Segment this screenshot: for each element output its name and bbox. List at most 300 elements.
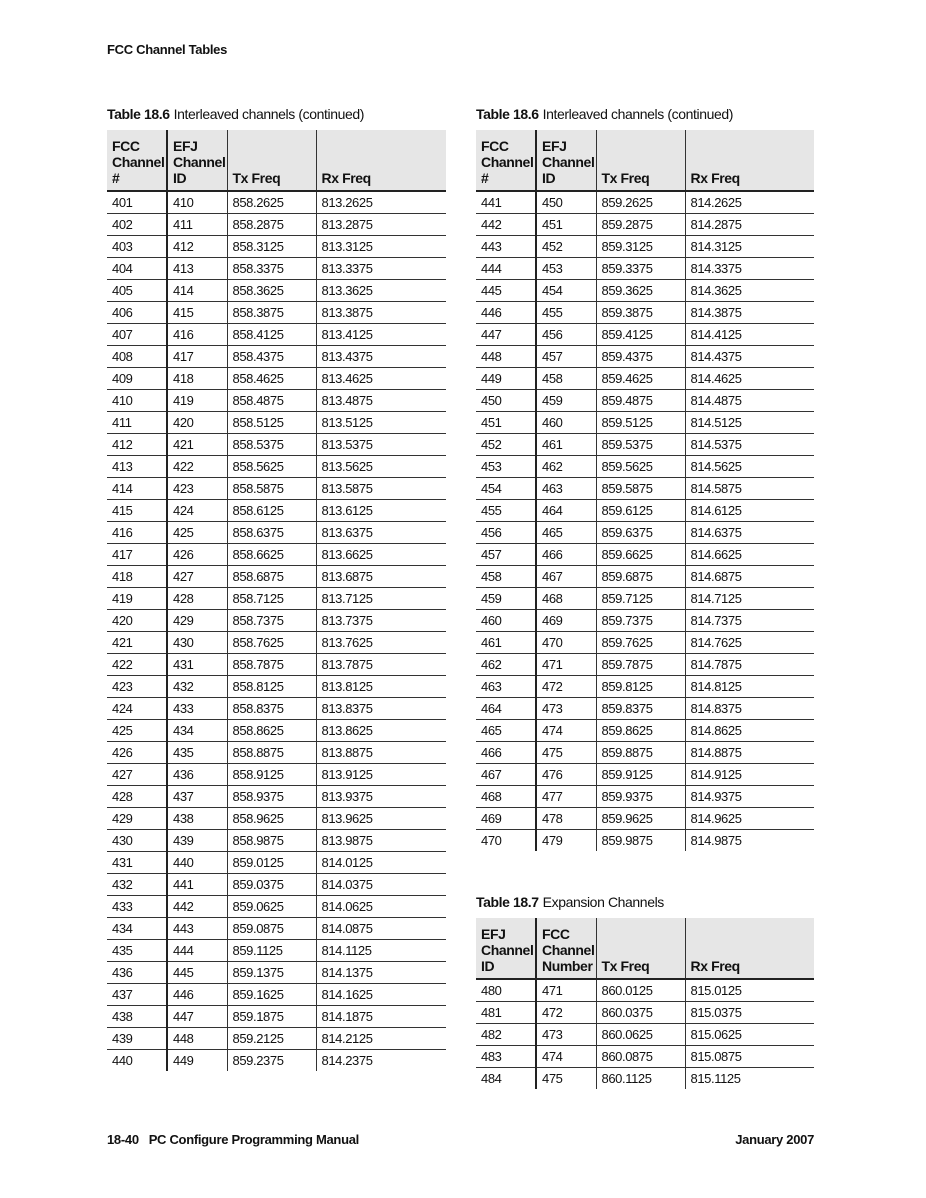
table-cell: 859.2125 (227, 1028, 316, 1050)
table-cell: 859.1125 (227, 940, 316, 962)
table-cell: 858.2875 (227, 214, 316, 236)
table-cell: 422 (107, 654, 167, 676)
table-row (107, 874, 446, 896)
table-row (107, 324, 446, 346)
table-cell: 415 (107, 500, 167, 522)
table-cell: 457 (536, 346, 596, 368)
table-cell: 407 (107, 324, 167, 346)
table-cell: 426 (107, 742, 167, 764)
table-cell: 814.7125 (685, 588, 814, 610)
table-cell: 859.3625 (596, 280, 685, 302)
table-cell: 813.5375 (316, 434, 446, 456)
table-row (107, 191, 446, 214)
table-cell: 814.0625 (316, 896, 446, 918)
table-row (476, 214, 814, 236)
table-cell: 466 (476, 742, 536, 764)
table-cell: 414 (107, 478, 167, 500)
table-cell: 859.4375 (596, 346, 685, 368)
table-cell: 429 (107, 808, 167, 830)
manual-title: PC Configure Programming Manual (148, 1132, 359, 1147)
column-header-line: EFJ (173, 138, 198, 154)
table-cell: 814.9125 (685, 764, 814, 786)
table-cell: 814.7625 (685, 632, 814, 654)
table-cell: 448 (476, 346, 536, 368)
table-row (107, 742, 446, 764)
table-cell: 438 (107, 1006, 167, 1028)
column-header-line: ID (481, 958, 495, 974)
table-row (107, 896, 446, 918)
table-cell: 414 (167, 280, 227, 302)
table-cell: 462 (536, 456, 596, 478)
table-cell: 813.3125 (316, 236, 446, 258)
table-cell: 814.1625 (316, 984, 446, 1006)
table-cell: 428 (107, 786, 167, 808)
table-row (107, 808, 446, 830)
table-cell: 813.7125 (316, 588, 446, 610)
table-row (476, 720, 814, 742)
column-header-line: Rx Freq (321, 170, 371, 186)
table-cell: 466 (536, 544, 596, 566)
table-cell: 813.6125 (316, 500, 446, 522)
table-cell: 859.5625 (596, 456, 685, 478)
table-cell: 859.4875 (596, 390, 685, 412)
table-row (476, 412, 814, 434)
table-row (476, 258, 814, 280)
table-cell: 479 (536, 830, 596, 852)
table-row (476, 742, 814, 764)
table-cell: 473 (536, 698, 596, 720)
table-row (107, 676, 446, 698)
column-header-line: Channel (542, 942, 595, 958)
table-cell: 813.6625 (316, 544, 446, 566)
table-cell: 859.4625 (596, 368, 685, 390)
table-cell: 404 (107, 258, 167, 280)
table-cell: 472 (536, 676, 596, 698)
table-row (476, 786, 814, 808)
table-cell: 450 (536, 191, 596, 214)
table-title: Interleaved channels (continued) (173, 106, 365, 122)
table-cell: 859.7375 (596, 610, 685, 632)
table-cell: 814.2375 (316, 1050, 446, 1072)
table-cell: 859.6875 (596, 566, 685, 588)
table-row (476, 1002, 814, 1024)
table-cell: 860.0375 (596, 1002, 685, 1024)
table-row (107, 1006, 446, 1028)
table-cell: 436 (167, 764, 227, 786)
column-header (685, 130, 814, 191)
table-cell: 468 (536, 588, 596, 610)
table-row (107, 368, 446, 390)
table-cell: 420 (167, 412, 227, 434)
column-header-line: Tx Freq (601, 170, 650, 186)
table-cell: 858.9375 (227, 786, 316, 808)
table-cell: 859.9125 (596, 764, 685, 786)
table-cell: 437 (107, 984, 167, 1006)
table-cell: 859.0875 (227, 918, 316, 940)
table-cell: 814.3375 (685, 258, 814, 280)
table-cell: 412 (107, 434, 167, 456)
table-cell: 442 (476, 214, 536, 236)
table-cell: 410 (167, 191, 227, 214)
column-header-line: Rx Freq (690, 958, 740, 974)
table-cell: 419 (107, 588, 167, 610)
table-cell: 453 (476, 456, 536, 478)
column-header-line: Tx Freq (601, 958, 650, 974)
table-header-row (107, 130, 446, 191)
table-cell: 814.3875 (685, 302, 814, 324)
column-header (685, 918, 814, 979)
table-cell: 858.4625 (227, 368, 316, 390)
table-row (476, 390, 814, 412)
table-cell: 430 (167, 632, 227, 654)
table-cell: 858.8625 (227, 720, 316, 742)
table-cell: 858.6375 (227, 522, 316, 544)
table-header-row (476, 130, 814, 191)
table-cell: 483 (476, 1046, 536, 1068)
table-row (107, 522, 446, 544)
table-cell: 858.2625 (227, 191, 316, 214)
page-number: 18-40 (107, 1132, 139, 1147)
table-cell: 413 (107, 456, 167, 478)
table-row (107, 962, 446, 984)
table-row (476, 500, 814, 522)
table-cell: 858.4875 (227, 390, 316, 412)
table-cell: 814.7875 (685, 654, 814, 676)
table-cell: 439 (167, 830, 227, 852)
table-cell: 859.9875 (596, 830, 685, 852)
table-cell: 858.9125 (227, 764, 316, 786)
table-cell: 858.4125 (227, 324, 316, 346)
table-cell: 814.9875 (685, 830, 814, 852)
table-cell: 858.3125 (227, 236, 316, 258)
table-cell: 470 (481, 833, 502, 848)
table-cell: 435 (167, 742, 227, 764)
table-cell: 860.0875 (596, 1046, 685, 1068)
column-header-line: Channel (481, 942, 534, 958)
table-cell: 813.7375 (316, 610, 446, 632)
table-cell: 859.8375 (596, 698, 685, 720)
table-cell: 814.0125 (316, 852, 446, 874)
table-cell: 451 (476, 412, 536, 434)
table-cell: 447 (167, 1006, 227, 1028)
column-header-line: ID (542, 170, 556, 186)
table-row (107, 1050, 446, 1072)
table-row (107, 566, 446, 588)
table-row (476, 456, 814, 478)
table-cell: 431 (167, 654, 227, 676)
table-cell: 814.0375 (316, 874, 446, 896)
table-row (107, 588, 446, 610)
table-cell: 813.8375 (316, 698, 446, 720)
table-cell: 441 (476, 191, 536, 214)
table-cell: 465 (476, 720, 536, 742)
table-cell: 420 (107, 610, 167, 632)
table-row (107, 940, 446, 962)
table-cell: 480 (476, 979, 536, 1002)
table-cell: 858.6875 (227, 566, 316, 588)
column-header (536, 918, 596, 979)
table-cell: 814.4875 (685, 390, 814, 412)
table-cell: 814.8125 (685, 676, 814, 698)
table-row (476, 544, 814, 566)
column-header-line: Channel (112, 154, 165, 170)
table-caption (476, 894, 664, 910)
table-cell: 437 (167, 786, 227, 808)
table-cell: 813.6375 (316, 522, 446, 544)
table-cell: 458 (536, 368, 596, 390)
table-row (476, 280, 814, 302)
table-cell: 859.0625 (227, 896, 316, 918)
table-cell: 471 (536, 979, 596, 1002)
table-cell: 434 (107, 918, 167, 940)
column-header-line: EFJ (481, 926, 506, 942)
table-cell: 455 (536, 302, 596, 324)
table-cell: 426 (167, 544, 227, 566)
table-cell: 860.0625 (596, 1024, 685, 1046)
table-cell: 858.7625 (227, 632, 316, 654)
table-cell: 858.8375 (227, 698, 316, 720)
table-cell: 424 (167, 500, 227, 522)
table-cell: 858.7125 (227, 588, 316, 610)
table-cell: 859.0125 (227, 852, 316, 874)
table-cell: 859.1875 (227, 1006, 316, 1028)
table-cell: 423 (107, 676, 167, 698)
table-cell: 814.8375 (685, 698, 814, 720)
table-cell: 858.7375 (227, 610, 316, 632)
table-row (107, 764, 446, 786)
table-row (107, 852, 446, 874)
table-cell: 814.2125 (316, 1028, 446, 1050)
table-cell: 409 (107, 368, 167, 390)
table-row (476, 808, 814, 830)
table-cell: 813.9125 (316, 764, 446, 786)
table-cell: 814.3125 (685, 236, 814, 258)
table-cell: 406 (107, 302, 167, 324)
column-header-line: Tx Freq (232, 170, 281, 186)
interleaved-channels-table-left (107, 130, 446, 1071)
column-header-line: Rx Freq (690, 170, 740, 186)
table-row (476, 698, 814, 720)
table-cell: 459 (536, 390, 596, 412)
table-cell: 474 (536, 1046, 596, 1068)
table-caption (107, 106, 364, 122)
table-cell: 416 (167, 324, 227, 346)
table-cell: 858.5625 (227, 456, 316, 478)
table-cell: 429 (167, 610, 227, 632)
table-cell: 471 (536, 654, 596, 676)
table-cell: 469 (476, 808, 536, 830)
table-row (107, 500, 446, 522)
table-cell: 859.5875 (596, 478, 685, 500)
table-cell: 859.6375 (596, 522, 685, 544)
column-header-line: Channel (481, 154, 534, 170)
table-cell: 813.4625 (316, 368, 446, 390)
table-cell: 402 (107, 214, 167, 236)
table-cell: 461 (476, 632, 536, 654)
table-cell: 417 (167, 346, 227, 368)
table-cell: 408 (107, 346, 167, 368)
table-cell: 477 (536, 786, 596, 808)
table-cell: 814.5125 (685, 412, 814, 434)
column-header-line: # (112, 170, 120, 186)
table-cell: 859.2875 (596, 214, 685, 236)
table-cell: 813.6875 (316, 566, 446, 588)
table-cell: 859.3125 (596, 236, 685, 258)
table-cell: 814.6625 (685, 544, 814, 566)
table-cell: 448 (167, 1028, 227, 1050)
footer-left (107, 1132, 359, 1147)
table-cell: 859.3875 (596, 302, 685, 324)
table-cell: 859.8625 (596, 720, 685, 742)
table-row (107, 346, 446, 368)
table-cell: 459 (476, 588, 536, 610)
table-cell: 814.9625 (685, 808, 814, 830)
table-cell: 858.5375 (227, 434, 316, 456)
table-cell: 814.2625 (685, 191, 814, 214)
table-cell: 859.1375 (227, 962, 316, 984)
table-cell: 412 (167, 236, 227, 258)
column-header-line: Number (542, 958, 593, 974)
footer-date: January 2007 (735, 1132, 814, 1147)
table-cell: 484 (481, 1071, 502, 1086)
column-header-line: Channel (173, 154, 226, 170)
table-cell: 416 (107, 522, 167, 544)
table-cell: 433 (167, 698, 227, 720)
interleaved-channels-table-right (476, 130, 814, 851)
table-cell: 859.6125 (596, 500, 685, 522)
table-cell: 422 (167, 456, 227, 478)
table-cell: 859.8125 (596, 676, 685, 698)
table-cell: 813.7625 (316, 632, 446, 654)
table-cell: 813.5875 (316, 478, 446, 500)
table-row (476, 632, 814, 654)
table-cell: 813.5625 (316, 456, 446, 478)
table-cell: 403 (107, 236, 167, 258)
table-cell: 464 (536, 500, 596, 522)
table-cell: 858.8875 (227, 742, 316, 764)
table-cell: 454 (536, 280, 596, 302)
column-header-line: FCC (481, 138, 509, 154)
table-cell: 442 (167, 896, 227, 918)
column-header (227, 130, 316, 191)
table-cell: 813.3375 (316, 258, 446, 280)
table-cell: 423 (167, 478, 227, 500)
table-cell: 858.5875 (227, 478, 316, 500)
table-cell: 814.8625 (685, 720, 814, 742)
table-cell: 425 (107, 720, 167, 742)
table-cell: 424 (107, 698, 167, 720)
table-cell: 455 (476, 500, 536, 522)
table-cell: 417 (107, 544, 167, 566)
table-row (107, 632, 446, 654)
table-cell: 451 (536, 214, 596, 236)
table-cell: 813.8625 (316, 720, 446, 742)
table-row (107, 302, 446, 324)
table-cell: 814.9375 (685, 786, 814, 808)
column-header (316, 130, 446, 191)
table-row (476, 610, 814, 632)
table-row (107, 412, 446, 434)
table-cell: 456 (476, 522, 536, 544)
table-cell: 814.0875 (316, 918, 446, 940)
table-cell: 421 (167, 434, 227, 456)
table-cell: 813.8125 (316, 676, 446, 698)
column-header-line: FCC (542, 926, 570, 942)
table-cell: 436 (107, 962, 167, 984)
table-cell: 815.1125 (685, 1068, 814, 1090)
table-cell: 467 (536, 566, 596, 588)
table-row (476, 1068, 814, 1090)
table-cell: 413 (167, 258, 227, 280)
table-cell: 814.1875 (316, 1006, 446, 1028)
table-cell: 813.2875 (316, 214, 446, 236)
table-cell: 432 (107, 874, 167, 896)
table-cell: 859.2625 (596, 191, 685, 214)
table-row (476, 1046, 814, 1068)
table-row (476, 346, 814, 368)
column-header (476, 918, 536, 979)
table-cell: 813.3875 (316, 302, 446, 324)
table-row (107, 434, 446, 456)
table-title: Interleaved channels (continued) (542, 106, 734, 122)
column-header (107, 130, 167, 191)
table-cell: 859.7125 (596, 588, 685, 610)
table-title: Expansion Channels (542, 894, 664, 910)
table-cell: 814.4375 (685, 346, 814, 368)
table-row (476, 566, 814, 588)
table-cell: 454 (476, 478, 536, 500)
table-cell: 470 (536, 632, 596, 654)
table-cell: 859.9625 (596, 808, 685, 830)
column-header-line: FCC (112, 138, 140, 154)
table-cell: 813.7875 (316, 654, 446, 676)
table-cell: 814.4125 (685, 324, 814, 346)
table-cell: 814.5625 (685, 456, 814, 478)
table-cell: 444 (167, 940, 227, 962)
table-header-row (476, 918, 814, 979)
table-cell: 859.6625 (596, 544, 685, 566)
table-cell: 814.4625 (685, 368, 814, 390)
table-cell: 859.5125 (596, 412, 685, 434)
table-cell: 859.7625 (596, 632, 685, 654)
column-header (476, 130, 536, 191)
table-cell: 814.7375 (685, 610, 814, 632)
table-cell: 858.9875 (227, 830, 316, 852)
table-cell: 460 (476, 610, 536, 632)
table-row (476, 368, 814, 390)
table-row (476, 522, 814, 544)
table-cell: 435 (107, 940, 167, 962)
table-cell: 815.0875 (685, 1046, 814, 1068)
table-cell: 814.3625 (685, 280, 814, 302)
table-cell: 443 (167, 918, 227, 940)
expansion-channels-table (476, 918, 814, 1089)
table-cell: 450 (476, 390, 536, 412)
table-row (107, 610, 446, 632)
table-cell: 860.0125 (596, 979, 685, 1002)
table-label: Table 18.7 (476, 894, 539, 910)
table-cell: 458 (476, 566, 536, 588)
table-cell: 814.5375 (685, 434, 814, 456)
table-cell: 814.1125 (316, 940, 446, 962)
table-cell: 474 (536, 720, 596, 742)
column-header (167, 130, 227, 191)
table-cell: 858.3375 (227, 258, 316, 280)
table-row (476, 764, 814, 786)
table-cell: 813.4875 (316, 390, 446, 412)
table-cell: 443 (476, 236, 536, 258)
table-row (107, 544, 446, 566)
